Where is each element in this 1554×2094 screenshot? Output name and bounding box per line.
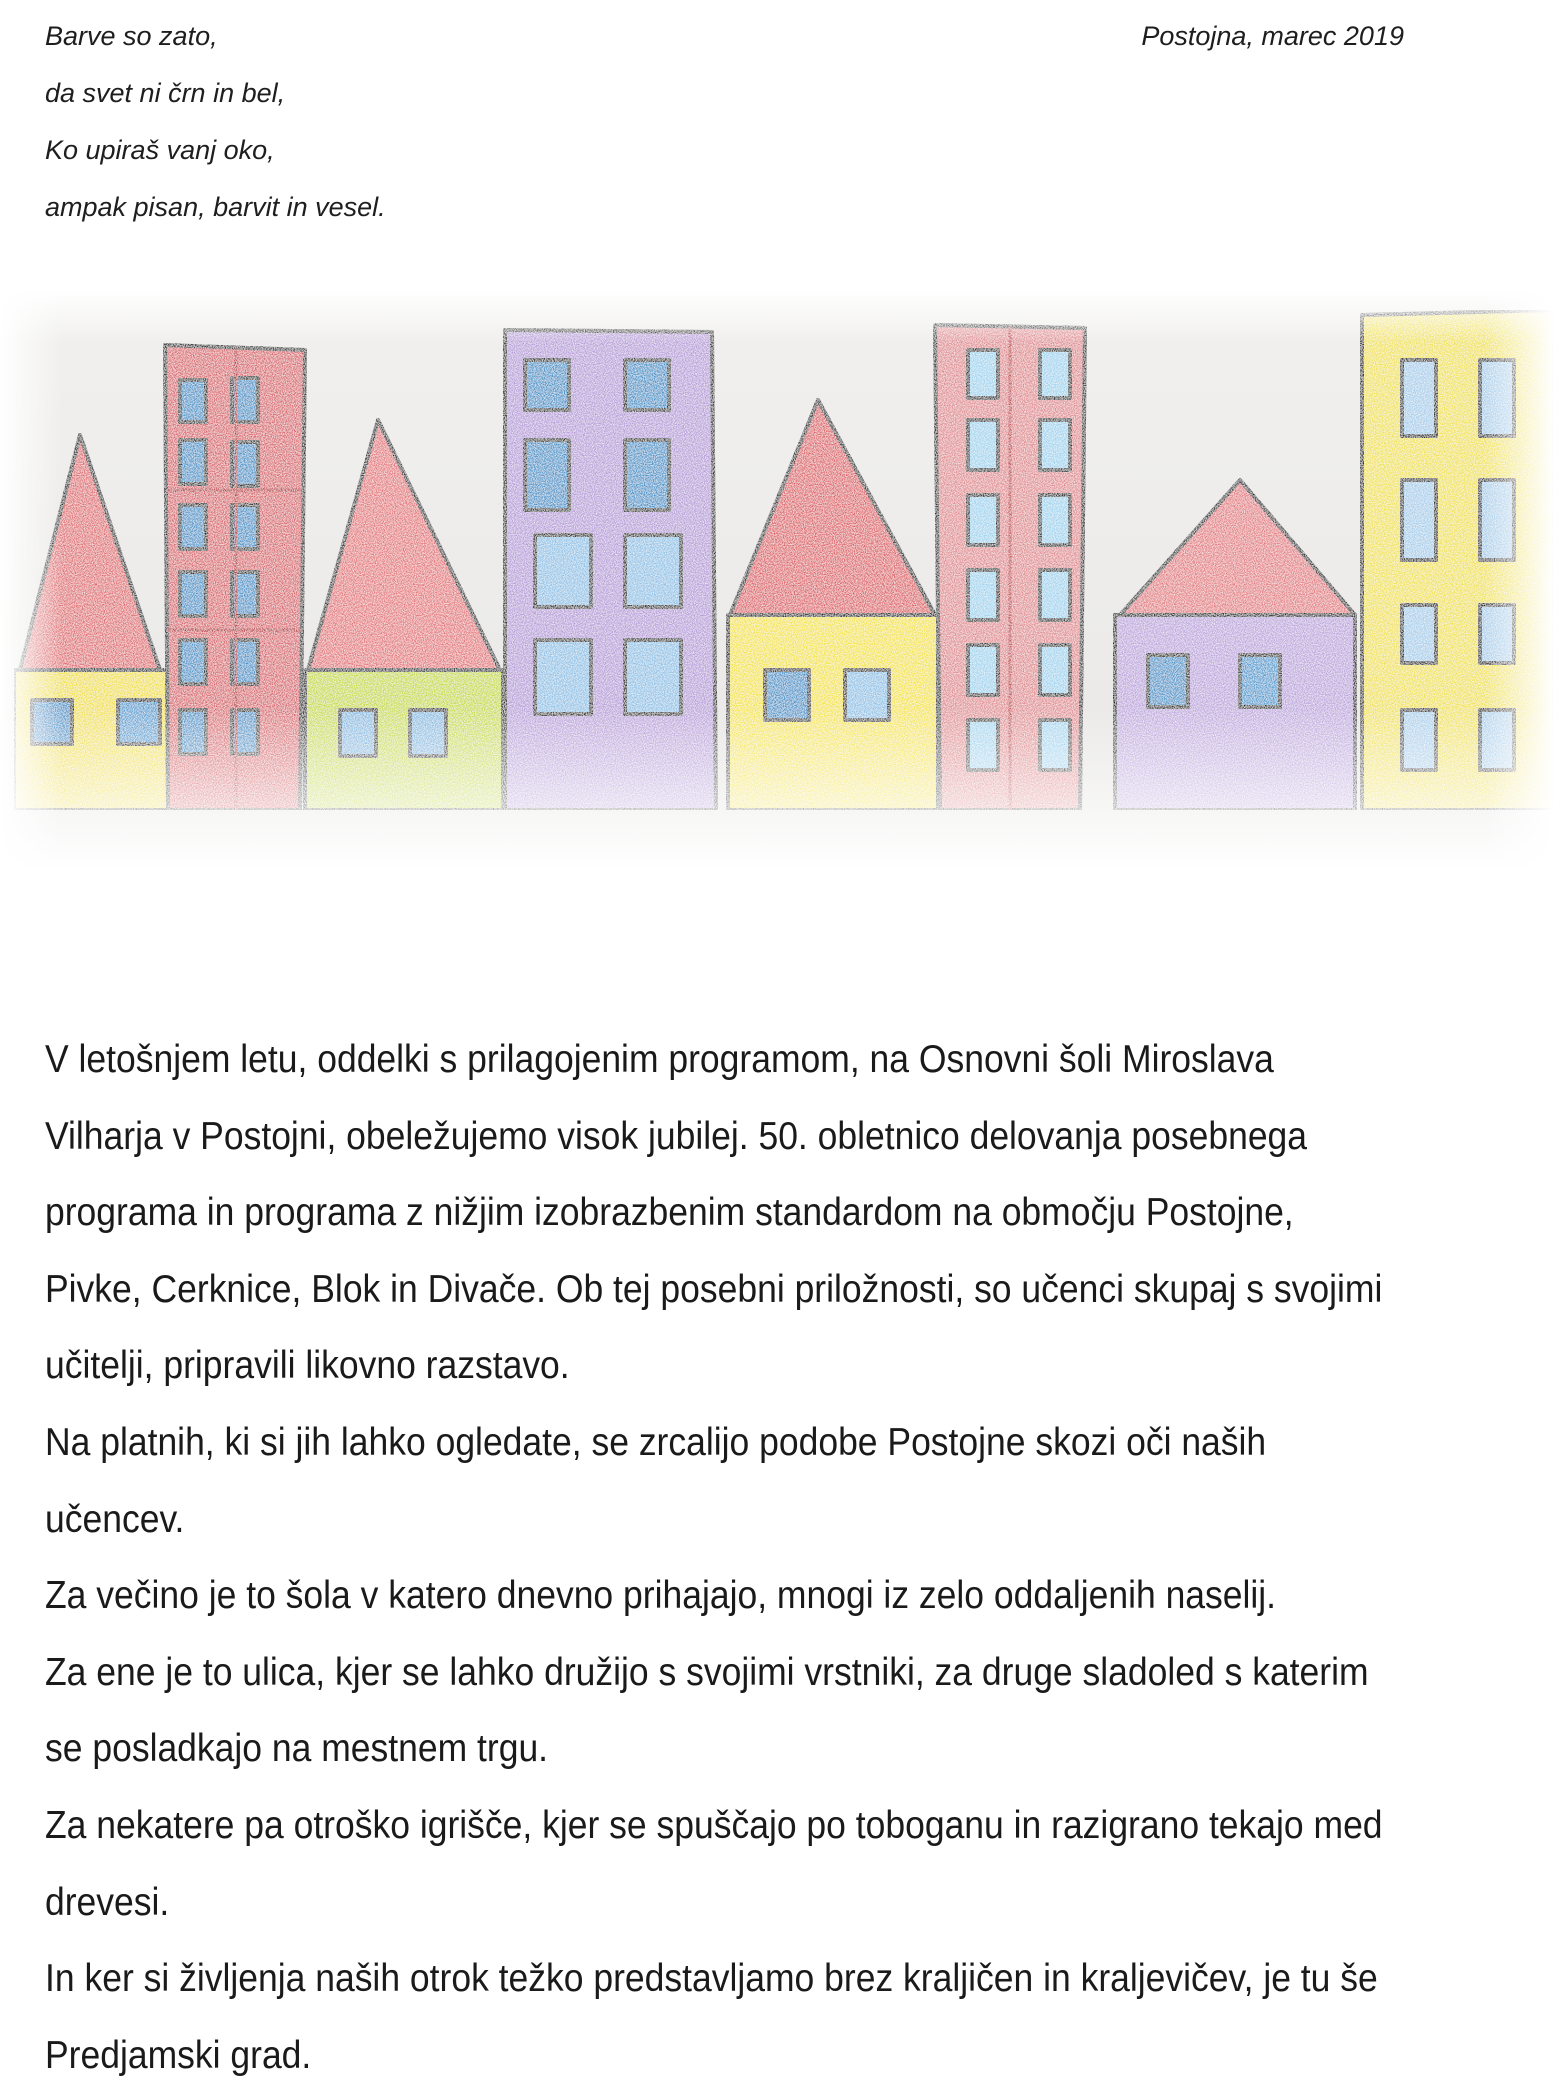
paragraph-street: Za ene je to ulica, kjer se lahko družijo s svojimi vrstniki, za druge sladoled s katerim se posladkajo na mestnem trgu. bbox=[45, 1650, 1369, 1771]
poem-line-1: Barve so zato, bbox=[45, 21, 218, 51]
vignette-horizontal bbox=[0, 290, 1554, 870]
paragraph-school: Za večino je to šola v katero dnevno prihajajo, mnogi iz zelo oddaljenih naselij. bbox=[45, 1574, 1277, 1618]
poem-line-4: ampak pisan, barvit in vesel. bbox=[45, 192, 386, 222]
children-drawing-colorful-houses bbox=[0, 290, 1554, 870]
poem bbox=[45, 8, 386, 236]
paragraph-intro: V letošnjem letu, oddelki s prilagojenim programom, na Osnovni šoli Miroslava Vilharja v Postojni, obeležujemo visok jubilej. 50. obletnico delovanja posebnega programa in programa z nižjim izobrazbenim standardom na območju Postojne, Pivke, Cerknice, Blok in Divače. Ob tej posebni priložnosti, so učenci skupaj s svojimi učitelji, pripravili likovno razstavo. bbox=[45, 1038, 1383, 1388]
dateline: Postojna, marec 2019 bbox=[1141, 21, 1404, 51]
paragraph-castle: In ker si življenja naših otrok težko predstavljamo brez kraljičen in kraljevičev, je tu še Predjamski grad. bbox=[45, 1957, 1378, 2077]
body-text bbox=[45, 1022, 1383, 2094]
paragraph-playground: Za nekatere pa otroško igrišče, kjer se spuščajo po toboganu in razigrano tekajo med drevesi. bbox=[45, 1803, 1383, 1924]
poem-line-3: Ko upiraš vanj oko, bbox=[45, 135, 275, 165]
poem-line-2: da svet ni črn in bel, bbox=[45, 78, 286, 108]
paragraph-paintings: Na platnih, ki si jih lahko ogledate, se zrcalijo podobe Postojne skozi oči naših učencev. bbox=[45, 1420, 1267, 1541]
